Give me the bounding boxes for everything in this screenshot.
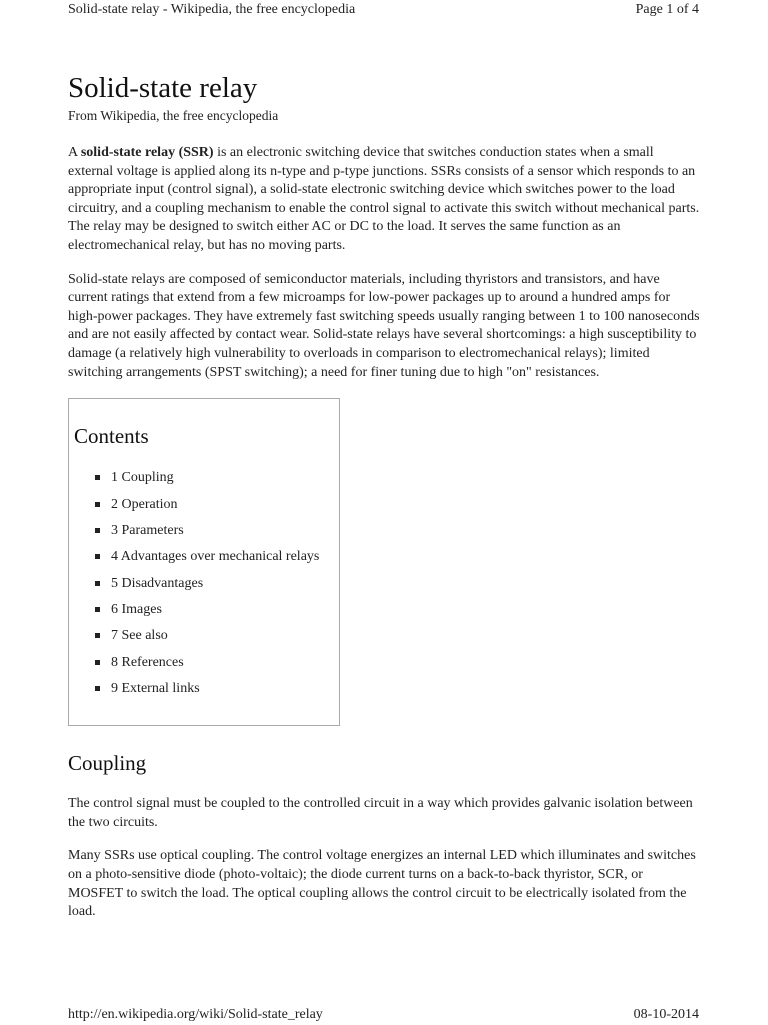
article-title: Solid-state relay <box>68 72 258 104</box>
coupling-paragraph-1: The control signal must be coupled to the controlled circuit in a way which provides galvanic isolation between the two circuits. <box>68 796 693 830</box>
toc-item-label[interactable]: 7 See also <box>111 628 168 644</box>
bullet-icon <box>95 528 100 533</box>
materials-paragraph: Solid-state relays are composed of semiconductor materials, including thyristors and transistors, and have current ratings that extend from a few microamps for low-power packages up to around a hundred amps for high-power packages. They have extremely fast switching speeds usually ranging between 1 to 100 nanoseconds and are not easily affected by contact wear. Solid-state relays have several shortcomings: a high susceptibility to damage (a relatively high vulnerability to overloads in comparison to electromechanical relays); limited switching arrangements (SPST switching); a need for finer tuning due to high "on" resistances. <box>68 271 700 380</box>
intro-term: solid-state relay (SSR) <box>80 145 214 160</box>
header-page-number: Page 1 of 4 <box>635 2 699 17</box>
toc-item-parameters[interactable] <box>74 522 339 548</box>
toc-item-label[interactable]: 6 Images <box>111 602 162 618</box>
bullet-icon <box>95 502 100 507</box>
toc-item-label[interactable]: 9 External links <box>111 681 200 697</box>
toc-item-operation[interactable] <box>74 496 339 522</box>
bullet-icon <box>95 660 100 665</box>
toc-item-advantages[interactable] <box>74 548 339 574</box>
intro-post: is an electronic switching device that switches conduction states when a small external voltage is applied along its n-type and p-type junctions. SSRs consists of a sensor which responds to an appropriate input (control signal), a solid-state electronic switching device which switches power to the load circuitry, and a coupling mechanism to enable the control signal to activate this switch without mechanical parts. The relay may be designed to switch either AC or DC to the load. It serves the same function as an electromechanical relay, but has no moving parts. <box>68 145 700 253</box>
coupling-paragraph-2: Many SSRs use optical coupling. The control voltage energizes an internal LED which illuminates and switches on a photo-sensitive diode (photo-voltaic); the diode current turns on a back-to-back thyristor, SCR, or MOSFET to switch the load. The optical coupling allows the control circuit to be electrically isolated from the load. <box>68 848 696 920</box>
toc-item-label[interactable]: 8 References <box>111 654 184 670</box>
footer-date: 08-10-2014 <box>633 1007 699 1022</box>
toc-item-references[interactable] <box>74 654 339 680</box>
header-page-title: Solid-state relay - Wikipedia, the free encyclopedia <box>68 2 356 17</box>
bullet-icon <box>95 607 100 612</box>
intro-pre: A <box>68 145 81 160</box>
footer-url[interactable]: http://en.wikipedia.org/wiki/Solid-state_relay <box>68 1007 323 1022</box>
bullet-icon <box>95 581 100 586</box>
bullet-icon <box>95 475 100 480</box>
bullet-icon <box>95 554 100 559</box>
table-of-contents <box>68 398 340 726</box>
toc-item-disadvantages[interactable] <box>74 575 339 601</box>
toc-item-see-also[interactable] <box>74 627 339 653</box>
intro-paragraph <box>68 144 700 256</box>
section-heading-coupling: Coupling <box>68 751 147 776</box>
article-subtitle: From Wikipedia, the free encyclopedia <box>68 108 279 123</box>
toc-item-label[interactable]: 5 Disadvantages <box>111 575 204 591</box>
bullet-icon <box>95 686 100 691</box>
toc-item-label[interactable]: 2 Operation <box>111 496 178 512</box>
toc-item-label[interactable]: 1 Coupling <box>111 470 174 486</box>
toc-item-coupling[interactable] <box>74 469 339 495</box>
toc-item-images[interactable] <box>74 601 339 627</box>
print-header <box>68 0 699 20</box>
toc-item-label[interactable]: 3 Parameters <box>111 522 184 538</box>
toc-item-label[interactable]: 4 Advantages over mechanical relays <box>111 549 320 565</box>
toc-list <box>74 469 339 707</box>
toc-heading: Contents <box>74 424 149 449</box>
article-content <box>68 70 700 922</box>
bullet-icon <box>95 633 100 638</box>
toc-item-external-links[interactable] <box>74 680 339 706</box>
print-footer <box>68 1005 699 1025</box>
